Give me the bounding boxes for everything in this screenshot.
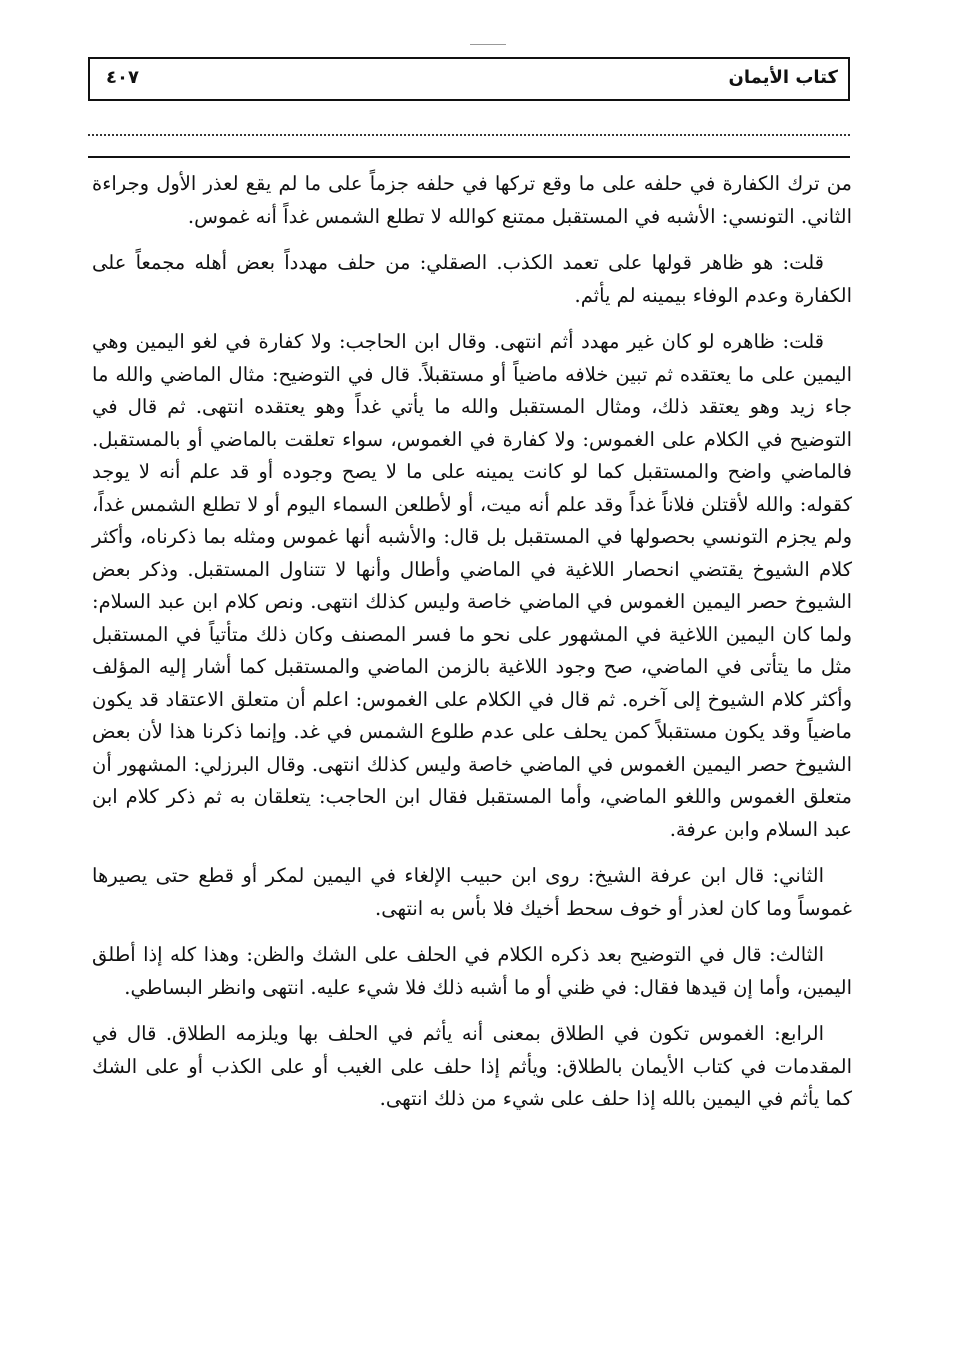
paragraph: الثاني: قال ابن عرفة الشيخ: روى ابن حبيب الإلغاء في اليمين لمكر أو قطع حتى يصيرها غموساً وما كان لعذر أو خوف سحط أخيك فلا بأس به انتهى. xyxy=(92,864,852,920)
page-top-mark xyxy=(470,44,506,45)
paragraph: الرابع: الغموس تكون في الطلاق بمعنى أنه يأثم في الحلف بها ويلزمه الطلاق. قال في المقدمات في كتاب الأيمان بالطلاق: ويأثم إذا حلف على الغيب أو على الكذب أو على الشك كما يأثم في اليمين بالله إذا حلف على شيء من ذلك انتهى. xyxy=(92,1022,852,1110)
header-title: كتاب الأيمان xyxy=(728,67,838,88)
paragraph: قلت: هو ظاهر قولها على تعمد الكذب. الصقلي: من حلف مهدداً بعض أهله مجمعاً على الكفارة وعدم الوفاء بيمينه لم يأثم. xyxy=(92,251,852,307)
dotted-divider xyxy=(88,134,850,136)
paragraph: قلت: ظاهره لو كان غير مهدد أثم انتهى. وقال ابن الحاجب: ولا كفارة في لغو اليمين وهي اليمين على ما يعتقده ثم تبين خلافه ماضياً أو مستقبلاً. قال في التوضيح: مثال الماضي والله ما جاء زيد وهو يعتقد ذلك، ومثال المستقبل والله ما يأتي غداً وهو يعتقده انتهى. ثم قال في التوضيح في الكلام على الغموس: ولا كفارة في الغموس، سواء تعلقت بالماضي أو بالمستقبل. فالماضي واضح والمستقبل كما لو كانت يمينه على ما لا يصح وجوده أو قد علم أنه لا يوجد كقوله: والله لأقتلن فلاناً غداً وقد علم أنه ميت، أو لأطلعن السماء اليوم أو لا تطلع الشمس غداً، ولم يجزم التونسي بحصولها في المستقبل بل قال: والأشبه أنها غموس ومثله بما ذكرناه، وأكثر كلام الشيوخ يقتضي انحصار اللاغية في الماضي وأطال وأنها لا تتناول المستقبل. وذكر بعض الشيوخ حصر اليمين الغموس في الماضي خاصة وليس كذلك انتهى. ونص كلام ابن عبد السلام: ولما كان اليمين اللاغية في المشهور على نحو ما فسر المصنف وكان ذلك متأتياً في المستقبل مثل ما يتأتى في الماضي، صح وجود اللاغية بالزمن الماضي والمستقبل كما أشار إليه المؤلف وأكثر كلام الشيوخ إلى آخره. ثم قال في الكلام على الغموس: اعلم أن متعلق الاعتقاد قد يكون ماضياً وقد يكون مستقبلاً كمن يحلف على عدم طلوع الشمس في غد. وإنما ذكرنا هذا لأن بعض الشيوخ حصر اليمين الغموس في الماضي خاصة وليس كذلك انتهى. وقال البرزلي: المشهور أن متعلق الغموس واللغو الماضي، وأما المستقبل فقال ابن الحاجب: يتعلقان به ثم ذكر كلام ابن عبد السلام وابن عرفة. xyxy=(92,330,852,841)
running-header xyxy=(88,57,850,101)
paragraph: من ترك الكفارة في حلفه على ما وقع تركها في حلفه جزماً على ما لم يقع لعذر الأول وجراءة الثاني. التونسي: الأشبه في المستقبل ممتنع كوالله لا تطلع الشمس غداً أنه غموس. xyxy=(92,172,852,228)
page-number: ٤٠٧ xyxy=(106,67,139,88)
solid-divider xyxy=(88,156,850,158)
body-text xyxy=(92,168,852,1130)
paragraph: الثالث: قال في التوضيح بعد ذكره الكلام في الحلف على الشك والظن: وهذا كله إذا أطلق اليمين، وأما إن قيدها فقال: في ظني أو ما أشبه ذلك فلا شيء عليه. انتهى وانظر البساطي. xyxy=(92,943,852,999)
